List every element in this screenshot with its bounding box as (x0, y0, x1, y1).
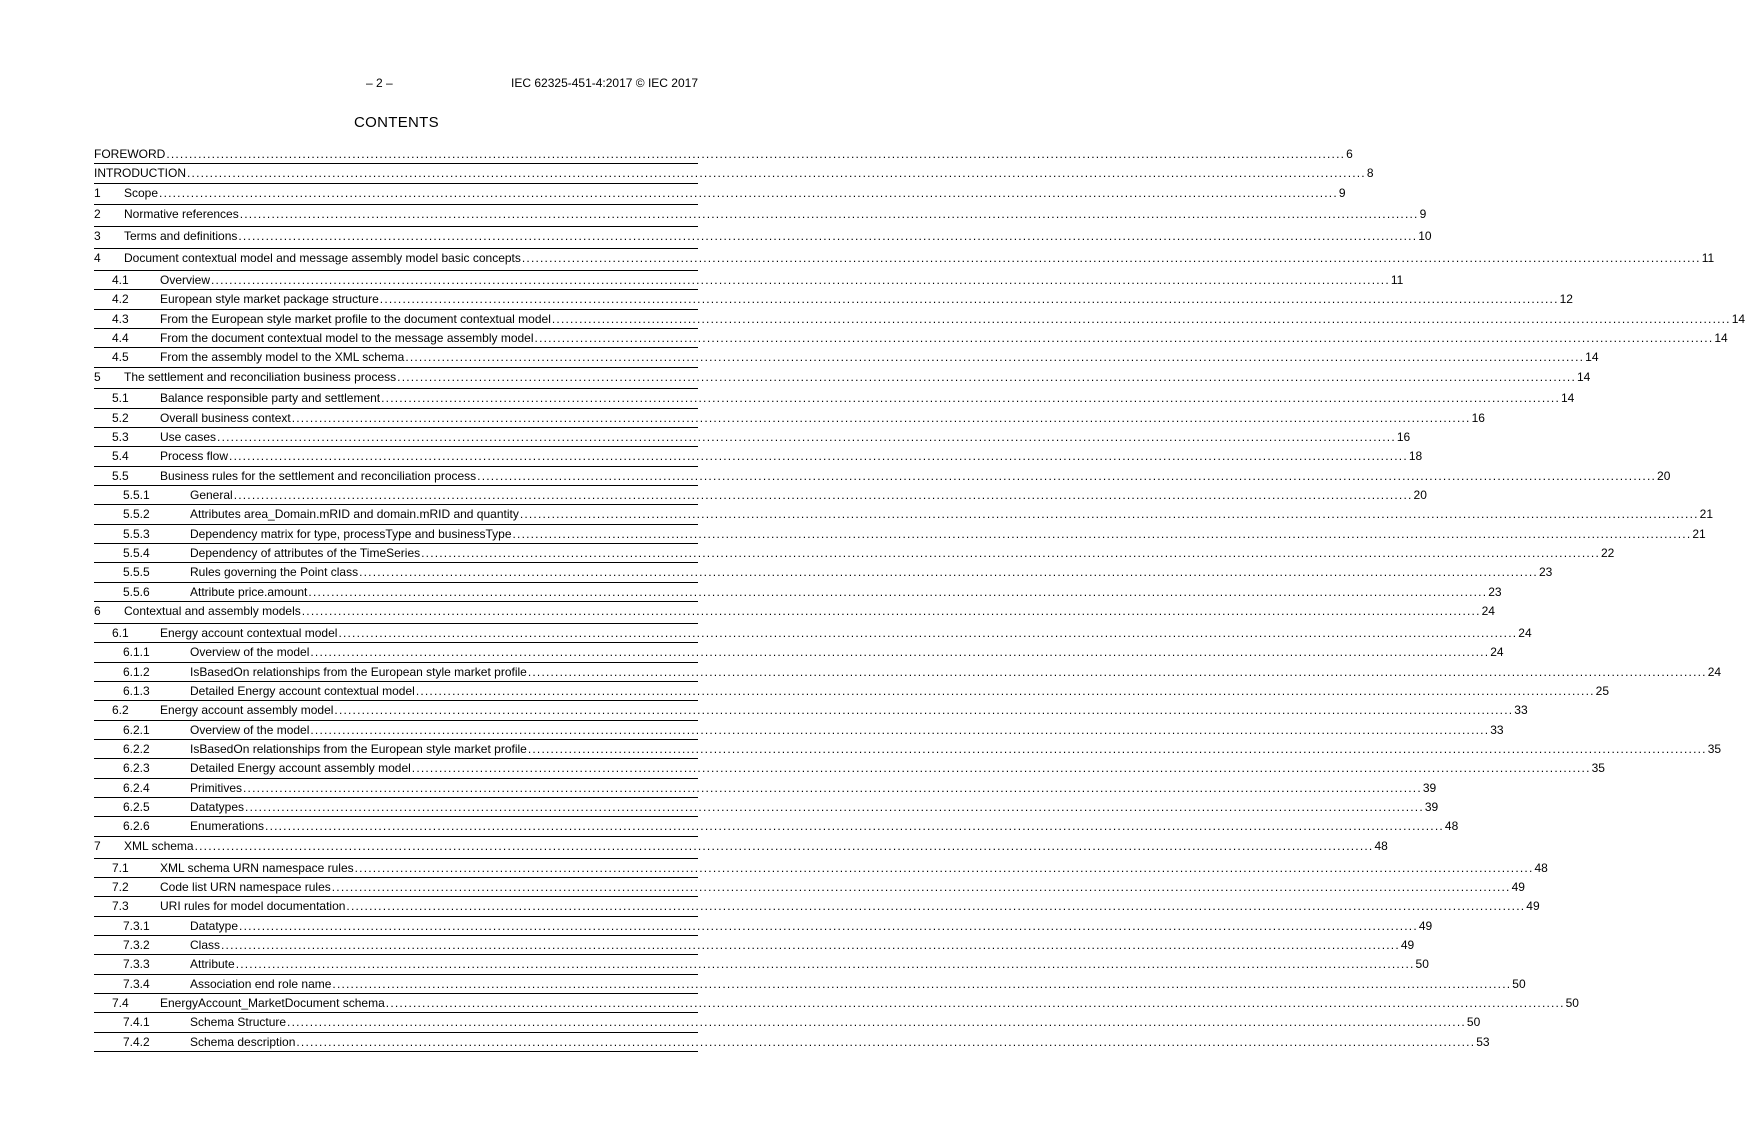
toc-entry-page: 49 (1511, 879, 1525, 894)
toc-entry-title: From the document contextual model to the message assembly model (160, 330, 534, 345)
toc-entry-page: 22 (1600, 546, 1615, 561)
dot-leader: .................................................................................................................................................................................................................................................................... (221, 937, 1400, 952)
toc-entry-title: Dependency matrix for type, processType and businessType (190, 526, 512, 541)
dot-leader: .................................................................................................................................................................................................................................................................... (296, 1034, 1476, 1049)
toc-entry-page: 39 (1424, 800, 1439, 815)
toc-entry-page: 16 (1471, 410, 1485, 425)
toc-entry[interactable] (94, 740, 1722, 759)
dot-leader: .................................................................................................................................................................................................................................................................... (245, 800, 1424, 815)
toc-entry-title: Datatype (190, 918, 239, 933)
dot-leader: .................................................................................................................................................................................................................................................................... (291, 410, 1471, 425)
toc-entry-title: Rules governing the Point class (190, 565, 359, 580)
toc-entry[interactable] (94, 917, 1433, 936)
toc-entry-page: 35 (1591, 761, 1605, 776)
toc-entry-page: 9 (1338, 185, 1346, 200)
toc-entry[interactable] (94, 368, 1591, 390)
toc-entry-number: 3 (94, 229, 101, 244)
dot-leader: .................................................................................................................................................................................................................................................................... (239, 918, 1418, 933)
dot-leader: .................................................................................................................................................................................................................................................................... (521, 251, 1701, 266)
toc-entry-title: Primitives (190, 780, 243, 795)
toc-entry[interactable] (94, 164, 1374, 183)
toc-entry-title: Process flow (160, 449, 229, 464)
toc-entry-title: Use cases (160, 430, 217, 445)
toc-entry-title: IsBasedOn relationships from the European style market profile (190, 742, 527, 757)
toc-entry-number: 7.4.2 (123, 1034, 150, 1049)
toc-entry[interactable] (94, 205, 1427, 227)
table-of-contents (94, 145, 1745, 1052)
toc-entry[interactable] (94, 467, 1671, 486)
toc-entry-page: 50 (1466, 1015, 1481, 1030)
toc-entry[interactable] (94, 837, 1388, 859)
toc-entry[interactable] (94, 525, 1706, 544)
dot-leader: .................................................................................................................................................................................................................................................................... (477, 468, 1657, 483)
toc-entry[interactable] (94, 1013, 1481, 1032)
toc-entry-number: 6 (94, 604, 101, 619)
toc-entry-title: XML schema (124, 838, 194, 853)
toc-entry[interactable] (94, 624, 1532, 643)
toc-entry-page: 24 (1707, 664, 1722, 679)
toc-entry[interactable] (94, 798, 1439, 817)
toc-entry-page: 24 (1518, 625, 1532, 640)
toc-entry-number: 7.4 (112, 995, 129, 1010)
toc-entry-title: XML schema URN namespace rules (160, 860, 354, 875)
toc-entry-title: Attribute (190, 957, 235, 972)
toc-entry[interactable] (94, 897, 1540, 916)
toc-entry-page: 48 (1534, 860, 1548, 875)
dot-leader: .................................................................................................................................................................................................................................................................... (379, 292, 1559, 307)
toc-entry-title: EnergyAccount_MarketDocument schema (160, 995, 385, 1010)
toc-entry-page: 8 (1366, 166, 1374, 181)
toc-entry[interactable] (94, 348, 1599, 367)
toc-entry[interactable] (94, 859, 1548, 878)
toc-entry[interactable] (94, 409, 1485, 428)
toc-entry-number: 5.1 (112, 391, 129, 406)
toc-entry[interactable] (94, 602, 1495, 624)
toc-entry-title: Code list URN namespace rules (160, 879, 331, 894)
toc-entry-title: From the assembly model to the XML schema (160, 350, 405, 365)
page-title: CONTENTS (354, 114, 439, 131)
toc-entry[interactable] (94, 779, 1437, 798)
toc-entry-title: General (190, 488, 233, 503)
toc-entry-number: 6.2.1 (123, 722, 150, 737)
page-header (0, 76, 793, 92)
toc-entry-page: 14 (1577, 369, 1591, 384)
toc-entry[interactable] (94, 310, 1745, 329)
toc-entry-page: 14 (1585, 350, 1599, 365)
dot-leader: .................................................................................................................................................................................................................................................................... (534, 330, 1714, 345)
toc-entry-page: 21 (1692, 526, 1706, 541)
toc-entry-page: 50 (1512, 976, 1526, 991)
toc-entry-title: Attributes area_Domain.mRID and domain.mRID and quantity (190, 507, 519, 522)
toc-entry-page: 14 (1714, 330, 1728, 345)
dot-leader: .................................................................................................................................................................................................................................................................... (519, 507, 1699, 522)
toc-entry-number: 6.1.3 (123, 684, 150, 698)
toc-entry-number: 5.5.4 (123, 546, 150, 561)
toc-entry-title: Energy account assembly model (160, 703, 334, 718)
toc-entry[interactable] (94, 447, 1423, 466)
dot-leader: .................................................................................................................................................................................................................................................................... (238, 229, 1418, 244)
toc-entry-number: 5.5.6 (123, 584, 150, 599)
toc-entry-number: 6.2 (112, 703, 129, 718)
toc-entry-page: 49 (1418, 918, 1433, 933)
toc-entry-title: Energy account contextual model (160, 625, 338, 640)
toc-entry[interactable] (94, 759, 1605, 778)
dot-leader: .................................................................................................................................................................................................................................................................... (397, 369, 1576, 384)
dot-leader: .................................................................................................................................................................................................................................................................... (310, 645, 1490, 660)
toc-entry-number: 4.3 (112, 311, 129, 326)
toc-entry-page: 49 (1526, 899, 1540, 914)
dot-leader: .................................................................................................................................................................................................................................................................... (381, 391, 1560, 406)
toc-entry-page: 23 (1488, 584, 1502, 599)
toc-entry-title: Overall business context (160, 410, 291, 425)
toc-entry-page: 24 (1490, 645, 1504, 660)
toc-entry-page: 10 (1418, 229, 1432, 244)
toc-entry-page: 48 (1444, 819, 1459, 834)
toc-entry-page: 9 (1419, 207, 1427, 222)
toc-entry-number: 6.1.1 (123, 645, 150, 660)
dot-leader: .................................................................................................................................................................................................................................................................... (265, 819, 1444, 834)
toc-entry-number: 4.5 (112, 350, 129, 365)
toc-entry-number: 6.2.2 (123, 742, 150, 757)
toc-entry[interactable] (94, 486, 1427, 505)
toc-entry-title: Overview of the model (190, 645, 310, 660)
toc-entry[interactable] (94, 583, 1502, 602)
toc-entry-title: Schema Structure (190, 1015, 287, 1030)
dot-leader: .................................................................................................................................................................................................................................................................... (512, 526, 1692, 541)
toc-entry-number: 6.1 (112, 625, 129, 640)
dot-leader: .................................................................................................................................................................................................................................................................... (527, 664, 1707, 679)
toc-entry-number: 4.1 (112, 272, 129, 287)
toc-entry[interactable] (94, 145, 1353, 164)
toc-entry[interactable] (94, 184, 1346, 206)
toc-entry-title: INTRODUCTION (94, 166, 186, 181)
toc-entry-number: 7.3.3 (123, 957, 150, 972)
toc-entry-page: 11 (1701, 251, 1715, 266)
toc-entry-title: Scope (124, 185, 159, 200)
toc-entry-number: 7.2 (112, 879, 129, 894)
toc-entry-title: Document contextual model and message assembly model basic concepts (124, 251, 521, 266)
toc-entry[interactable] (94, 701, 1528, 720)
dot-leader: .................................................................................................................................................................................................................................................................... (338, 625, 1518, 640)
toc-entry-page: 33 (1514, 703, 1528, 718)
toc-entry[interactable] (94, 389, 1575, 408)
dot-leader: .................................................................................................................................................................................................................................................................... (287, 1015, 1466, 1030)
toc-entry-title: From the European style market profile to the document contextual model (160, 311, 551, 326)
toc-entry-number: 5.3 (112, 430, 129, 445)
toc-entry-page: 49 (1400, 937, 1415, 952)
toc-entry[interactable] (94, 1033, 1490, 1052)
toc-entry-title: Schema description (190, 1034, 296, 1049)
dot-leader: .................................................................................................................................................................................................................................................................... (405, 350, 1585, 365)
toc-entry[interactable] (94, 975, 1526, 994)
toc-entry-number: 6.2.3 (123, 761, 150, 776)
toc-entry-page: 53 (1476, 1034, 1490, 1049)
toc-entry[interactable] (94, 817, 1459, 836)
toc-entry-title: Detailed Energy account contextual model (190, 684, 415, 698)
toc-entry-title: Dependency of attributes of the TimeSeries (190, 546, 421, 561)
toc-entry-number: 6.2.4 (123, 780, 150, 795)
dot-leader: .................................................................................................................................................................................................................................................................... (308, 584, 1488, 599)
toc-entry-title: Terms and definitions (124, 229, 238, 244)
toc-entry-number: 6.1.2 (123, 664, 150, 679)
toc-entry-title: The settlement and reconciliation business process (124, 369, 397, 384)
toc-entry-title: URI rules for model documentation (160, 899, 346, 914)
toc-entry-page: 18 (1408, 449, 1423, 464)
dot-leader: .................................................................................................................................................................................................................................................................... (421, 546, 1600, 561)
toc-entry-number: 5.2 (112, 410, 129, 425)
toc-entry-title: Balance responsible party and settlement (160, 391, 381, 406)
toc-entry-number: 7.3 (112, 899, 129, 914)
toc-entry-page: 20 (1413, 488, 1427, 503)
toc-entry-page: 11 (1390, 272, 1404, 287)
toc-entry[interactable] (94, 994, 1579, 1013)
toc-entry-page: 25 (1595, 684, 1610, 698)
dot-leader: .................................................................................................................................................................................................................................................................... (166, 147, 1346, 161)
toc-entry-number: 7.3.4 (123, 976, 150, 991)
dot-leader: .................................................................................................................................................................................................................................................................... (346, 899, 1526, 914)
dot-leader: .................................................................................................................................................................................................................................................................... (331, 879, 1511, 894)
dot-leader: .................................................................................................................................................................................................................................................................... (187, 166, 1366, 181)
toc-entry-page: 20 (1657, 468, 1671, 483)
toc-entry[interactable] (94, 663, 1722, 682)
dot-leader: .................................................................................................................................................................................................................................................................... (385, 995, 1565, 1010)
toc-entry-number: 7.1 (112, 860, 129, 875)
toc-entry-page: 50 (1415, 957, 1429, 972)
toc-entry-number: 5.5.1 (123, 488, 150, 503)
toc-entry-title: Overview (160, 272, 211, 287)
toc-entry[interactable] (94, 955, 1429, 974)
toc-entry-number: 2 (94, 207, 101, 222)
toc-entry-title: Enumerations (190, 819, 265, 834)
dot-leader: .................................................................................................................................................................................................................................................................... (229, 449, 1408, 464)
toc-entry[interactable] (94, 643, 1504, 662)
toc-entry[interactable] (94, 428, 1411, 447)
dot-leader: .................................................................................................................................................................................................................................................................... (411, 761, 1591, 776)
toc-entry-title: Datatypes (190, 800, 245, 815)
dot-leader: .................................................................................................................................................................................................................................................................... (334, 703, 1514, 718)
dot-leader: .................................................................................................................................................................................................................................................................... (194, 838, 1374, 853)
toc-entry-page: 35 (1707, 742, 1722, 757)
toc-entry-page: 23 (1538, 565, 1553, 580)
toc-entry[interactable] (94, 544, 1615, 563)
toc-entry-title: Class (190, 937, 221, 952)
toc-entry-page: 14 (1560, 391, 1575, 406)
toc-entry-number: 7.3.2 (123, 937, 150, 952)
toc-entry-page: 12 (1559, 292, 1573, 307)
toc-entry-title: Overview of the model (190, 722, 310, 737)
dot-leader: .................................................................................................................................................................................................................................................................... (551, 311, 1731, 326)
toc-entry[interactable] (94, 563, 1553, 582)
toc-entry-number: 7.4.1 (123, 1015, 150, 1030)
toc-entry-page: 24 (1481, 604, 1495, 619)
toc-entry[interactable] (94, 227, 1432, 249)
dot-leader: .................................................................................................................................................................................................................................................................... (159, 185, 1338, 200)
toc-entry-number: 5.5.2 (123, 507, 150, 522)
toc-entry-title: IsBasedOn relationships from the European style market profile (190, 664, 527, 679)
dot-leader: .................................................................................................................................................................................................................................................................... (527, 742, 1707, 757)
toc-entry-title: Attribute price.amount (190, 584, 308, 599)
toc-entry-page: 14 (1731, 311, 1745, 326)
toc-entry[interactable] (94, 878, 1525, 897)
toc-entry-number: 4.4 (112, 330, 129, 345)
dot-leader: .................................................................................................................................................................................................................................................................... (354, 860, 1534, 875)
toc-entry-page: 39 (1422, 780, 1437, 795)
toc-entry-number: 6.2.5 (123, 800, 150, 815)
toc-entry-title: European style market package structure (160, 292, 379, 307)
toc-entry-page: 6 (1346, 147, 1353, 161)
toc-entry[interactable] (94, 329, 1728, 348)
dot-leader: .................................................................................................................................................................................................................................................................... (332, 976, 1512, 991)
toc-entry-number: 5.5.3 (123, 526, 150, 541)
toc-entry-number: 5 (94, 369, 101, 384)
toc-entry-title: Association end role name (190, 976, 332, 991)
toc-entry-title: FOREWORD (94, 147, 166, 161)
toc-entry-title: Detailed Energy account assembly model (190, 761, 411, 776)
toc-entry-number: 5.5 (112, 468, 129, 483)
toc-entry-number: 5.4 (112, 449, 129, 464)
toc-entry-number: 1 (94, 185, 101, 200)
toc-entry-number: 5.5.5 (123, 565, 150, 580)
dot-leader: .................................................................................................................................................................................................................................................................... (243, 780, 1422, 795)
dot-leader: .................................................................................................................................................................................................................................................................... (211, 272, 1390, 287)
standard-reference: IEC 62325-451-4:2017 © IEC 2017 (511, 76, 698, 90)
dot-leader: .................................................................................................................................................................................................................................................................... (310, 722, 1490, 737)
toc-entry-page: 21 (1699, 507, 1714, 522)
toc-entry[interactable] (94, 682, 1610, 701)
toc-entry-page: 50 (1565, 995, 1579, 1010)
toc-entry[interactable] (94, 721, 1504, 740)
toc-entry-number: 6.2.6 (123, 819, 150, 834)
dot-leader: .................................................................................................................................................................................................................................................................... (217, 430, 1396, 445)
toc-entry-page: 33 (1490, 722, 1504, 737)
dot-leader: .................................................................................................................................................................................................................................................................... (233, 488, 1413, 503)
toc-entry-number: 4 (94, 251, 101, 266)
toc-entry-number: 7 (94, 838, 101, 853)
dot-leader: .................................................................................................................................................................................................................................................................... (239, 207, 1419, 222)
page-number: – 2 – (366, 76, 393, 90)
toc-entry-page: 16 (1396, 430, 1411, 445)
toc-entry[interactable] (94, 290, 1573, 309)
dot-leader: .................................................................................................................................................................................................................................................................... (359, 565, 1538, 580)
toc-entry-number: 7.3.1 (123, 918, 150, 933)
dot-leader: .................................................................................................................................................................................................................................................................... (301, 604, 1481, 619)
toc-entry[interactable] (94, 936, 1415, 955)
toc-entry-title: Business rules for the settlement and reconciliation process (160, 468, 477, 483)
toc-entry[interactable] (94, 249, 1715, 271)
toc-entry-number: 4.2 (112, 292, 129, 307)
dot-leader: .................................................................................................................................................................................................................................................................... (415, 684, 1595, 698)
dot-leader: .................................................................................................................................................................................................................................................................... (235, 957, 1415, 972)
toc-entry-title: Contextual and assembly models (124, 604, 301, 619)
toc-entry-title: Normative references (124, 207, 239, 222)
toc-entry[interactable] (94, 505, 1714, 524)
toc-entry[interactable] (94, 271, 1404, 290)
toc-entry-page: 48 (1374, 838, 1388, 853)
